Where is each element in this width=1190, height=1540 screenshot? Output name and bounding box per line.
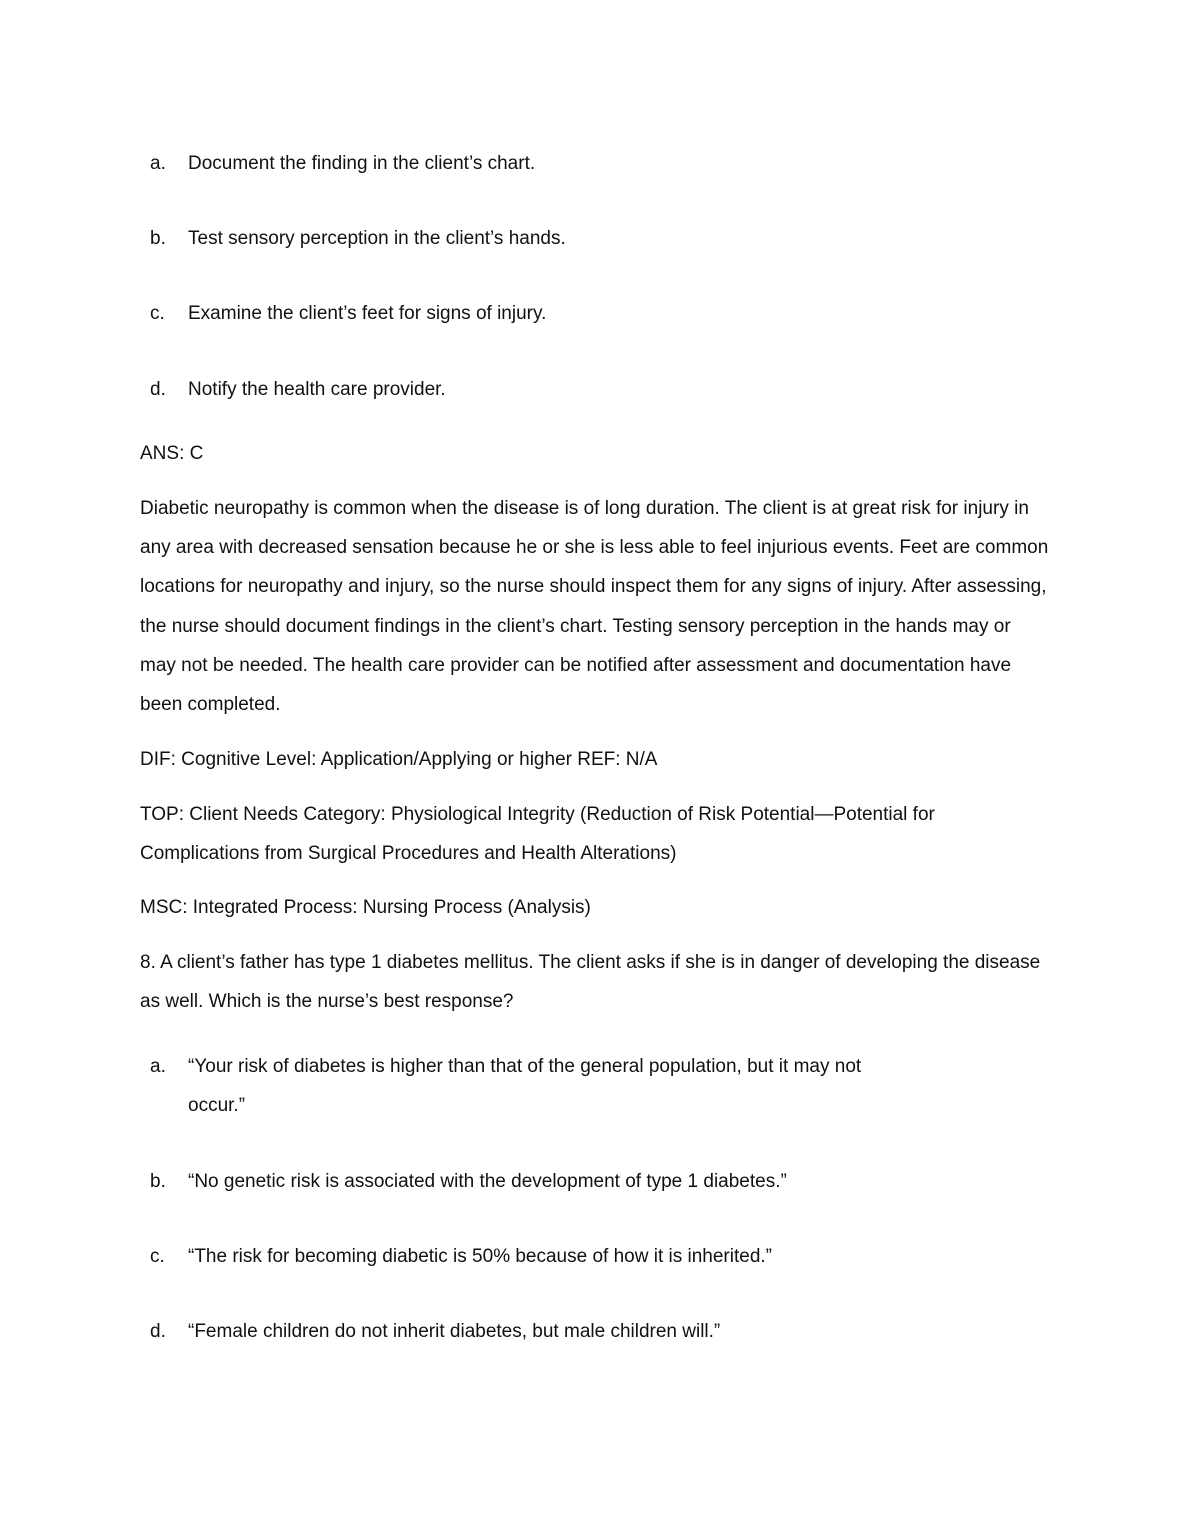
option-letter: c. (150, 303, 165, 324)
question-8-stem: 8. A client’s father has type 1 diabetes mellitus. The client asks if she is in danger of developing the disease as well. Which is the nurse’s best response? (140, 952, 1041, 1013)
option-text: Test sensory perception in the client’s hands. (188, 228, 566, 249)
option-text: “Female children do not inherit diabetes, but male children will.” (188, 1321, 721, 1342)
option-letter: d. (150, 379, 166, 400)
option-text: Examine the client’s feet for signs of injury. (188, 303, 547, 324)
msc-meta: MSC: Integrated Process: Nursing Process (Analysis) (140, 897, 591, 918)
option-letter: a. (150, 1056, 166, 1077)
answer-key: ANS: C (140, 443, 204, 464)
option-letter: c. (150, 1246, 165, 1267)
option-text: “No genetic risk is associated with the development of type 1 diabetes.” (188, 1171, 787, 1192)
option-text: “Your risk of diabetes is higher than that of the general population, but it may not occur.” (188, 1056, 862, 1116)
difficulty-meta: DIF: Cognitive Level: Application/Applying or higher REF: N/A (140, 749, 658, 770)
option-letter: b. (150, 1171, 166, 1192)
topic-meta: TOP: Client Needs Category: Physiological Integrity (Reduction of Risk Potential—Potential for Complications from Surgical Procedures and Health Alterations) (140, 804, 935, 865)
option-text: “The risk for becoming diabetic is 50% because of how it is inherited.” (188, 1246, 772, 1267)
option-letter: d. (150, 1321, 166, 1342)
rationale: Diabetic neuropathy is common when the disease is of long duration. The client is at great risk for injury in any area with decreased sensation because he or she is less able to feel injurious events. Feet are common locations for neuropathy and injury, so the nurse should inspect them for any signs of injury. After assessing, the nurse should document findings in the client’s chart. Testing sensory perception in the hands may or may not be needed. The health care provider can be notified after assessment and documentation have been completed. (140, 498, 1049, 716)
option-letter: b. (150, 228, 166, 249)
option-text: Notify the health care provider. (188, 379, 446, 400)
option-text: Document the finding in the client’s chart. (188, 153, 536, 174)
option-letter: a. (150, 153, 166, 174)
